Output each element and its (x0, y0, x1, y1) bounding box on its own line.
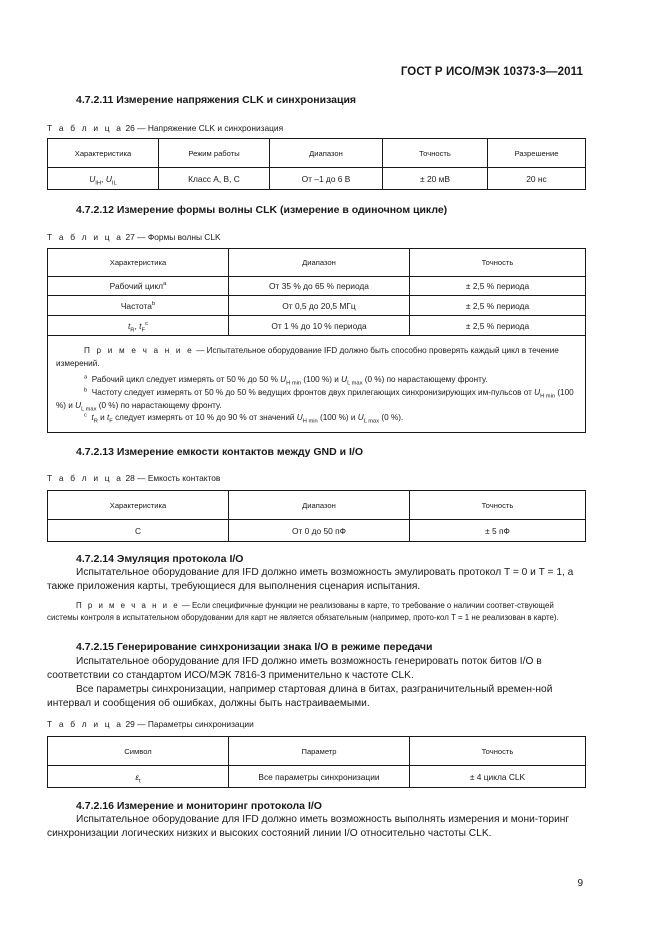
table-cell: Все параметры синхронизации (229, 766, 410, 788)
table-cell: $\varepsilon_t$ (48, 766, 229, 788)
table-header-cell: Точность (383, 139, 488, 168)
table-27-note: П р и м е ч а н и е — Испытательное оборудование IFD должно быть способно проверять каждый цикл в течение измерений. $^a$ Рабочий цикл следует измерять от 50 % до 50 % $U_{H min}$ (100 %) и $U_{L max}$ (0 %) по нарастающему фронту. $^b$ Частоту следует измерять от 50 % до 50 % ведущих фронтов двух прилегающих синхронизирующих им-пульсов от $U_{H min}$ (100 %) и $U_{L max}$ (0 %) по нарастающему фронту. $^c$ $t_R$ и $t_F$ следует измерять от 10 % до 90 % от значений $U_{H min}$ (100 %) и $U_{L max}$ (0 %). (48, 336, 586, 433)
table-cell: C (48, 520, 229, 542)
table-cell: $t_R$, $t_F^c$ (48, 316, 229, 336)
table-header-cell: Диапазон (229, 491, 410, 520)
table-cell: ± 2,5 % периода (410, 296, 586, 316)
table-header-cell: Точность (410, 737, 586, 766)
table-29 (47, 736, 586, 788)
table-header-cell: Характеристика (48, 139, 159, 168)
table-28-caption: Т а б л и ц а 28 — Емкость контактов (47, 473, 221, 483)
table-header-cell: Характеристика (48, 491, 229, 520)
table-cell: ± 5 пФ (410, 520, 586, 542)
note-4-7-2-14: П р и м е ч а н и е — Если специфичные функции не реализованы в карте, то требование о наличии соответ-ствующей системы контроля в испытательном оборудовании для карт не является обязательным (например, прото-кол T = 1 не реализован в карте). (47, 601, 559, 622)
table-header-cell: Точность (410, 249, 586, 277)
table-cell: ± 20 мВ (383, 168, 488, 190)
footnote-c: $^c$ $t_R$ и $t_F$ следует измерять от 10 % до 90 % от значений $U_{H min}$ (100 %) и $U_{L max}$ (0 %). (84, 412, 404, 425)
paragraph-4-7-2-14: Испытательное оборудование для IFD должно иметь возможность эмулировать протокол T = 0 и T = 1, а также приложения карты, требующиеся для выполнения сценария испытания. (47, 567, 574, 592)
table-cell: Класс A, B, C (159, 168, 270, 190)
table-cell: Частота$^b$ (48, 296, 229, 316)
table-header-cell: Диапазон (229, 249, 410, 277)
table-26-caption: Т а б л и ц а 26 — Напряжение CLK и синхронизация (47, 123, 284, 133)
table-28 (47, 490, 586, 542)
table-cell: От 0,5 до 20,5 МГц (229, 296, 410, 316)
table-header-cell: Характеристика (48, 249, 229, 277)
section-heading-4-7-2-16: 4.7.2.16 Измерение и мониторинг протокола I/O (76, 800, 322, 812)
table-27-caption: Т а б л и ц а 27 — Формы волны CLK (47, 232, 221, 242)
section-heading-4-7-2-15: 4.7.2.15 Генерирование синхронизации знака I/O в режиме передачи (76, 641, 433, 653)
section-heading-4-7-2-12: 4.7.2.12 Измерение формы волны CLK (измерение в одиночном цикле) (76, 204, 448, 216)
footnote-a: $^a$ Рабочий цикл следует измерять от 50 % до 50 % $U_{H min}$ (100 %) и $U_{L max}$ (0 %) по нарастающему фронту. (84, 374, 488, 388)
section-heading-4-7-2-13: 4.7.2.13 Измерение емкости контактов между GND и I/O (76, 446, 363, 458)
table-header-cell: Символ (48, 737, 229, 766)
table-header-cell: Точность (410, 491, 586, 520)
table-cell: От 0 до 50 пФ (229, 520, 410, 542)
table-cell: ± 2,5 % периода (410, 316, 586, 336)
table-header-cell: Разрешение (488, 139, 586, 168)
table-cell: От –1 до 6 В (270, 168, 383, 190)
page-number: 9 (577, 878, 583, 889)
footnote-b: $^b$ Частоту следует измерять от 50 % до 50 % ведущих фронтов двух прилегающих синхронизирующих им-пульсов от $U_{H min}$ (100 %) и $U_{L max}$ (0 %) по нарастающему фронту. (56, 387, 574, 413)
table-cell: ± 2,5 % периода (410, 277, 586, 296)
document-header: ГОСТ Р ИСО/МЭК 10373-3—2011 (400, 66, 583, 78)
table-cell: ± 4 цикла CLK (410, 766, 586, 788)
table-header-cell: Параметр (229, 737, 410, 766)
table-cell: $U_{IH}$, $U_{IL}$ (48, 168, 159, 190)
table-26 (47, 138, 586, 190)
table-cell: От 35 % до 65 % периода (229, 277, 410, 296)
paragraph-4-7-2-15-a: Испытательное оборудование для IFD должно иметь возможность генерировать поток битов I/O в соответствии со стандартом ИСО/МЭК 7816-3 применительно к частоте CLK. (47, 656, 542, 681)
section-heading-4-7-2-11: 4.7.2.11 Измерение напряжения CLK и синхронизация (76, 94, 357, 106)
paragraph-4-7-2-15-b: Все параметры синхронизации, например стартовая длина в битах, разграничительный времен-ной интервал и сообщения об ошибках, должны быть настраиваемыми. (47, 684, 553, 709)
table-header-cell: Диапазон (270, 139, 383, 168)
table-header-cell: Режим работы (159, 139, 270, 168)
table-cell: От 1 % до 10 % периода (229, 316, 410, 336)
table-cell: 20 нс (488, 168, 586, 190)
table-cell: Рабочий цикл$^a$ (48, 277, 229, 296)
section-heading-4-7-2-14: 4.7.2.14 Эмуляция протокола I/O (76, 553, 244, 565)
table-29-caption: Т а б л и ц а 29 — Параметры синхронизации (47, 719, 254, 729)
table-27 (47, 248, 586, 433)
paragraph-4-7-2-16: Испытательное оборудование для IFD должно иметь возможность выполнять измерения и мони-торинг синхронизации логических низких и высоких состояний линии I/O относительно частоты CLK. (47, 814, 570, 839)
